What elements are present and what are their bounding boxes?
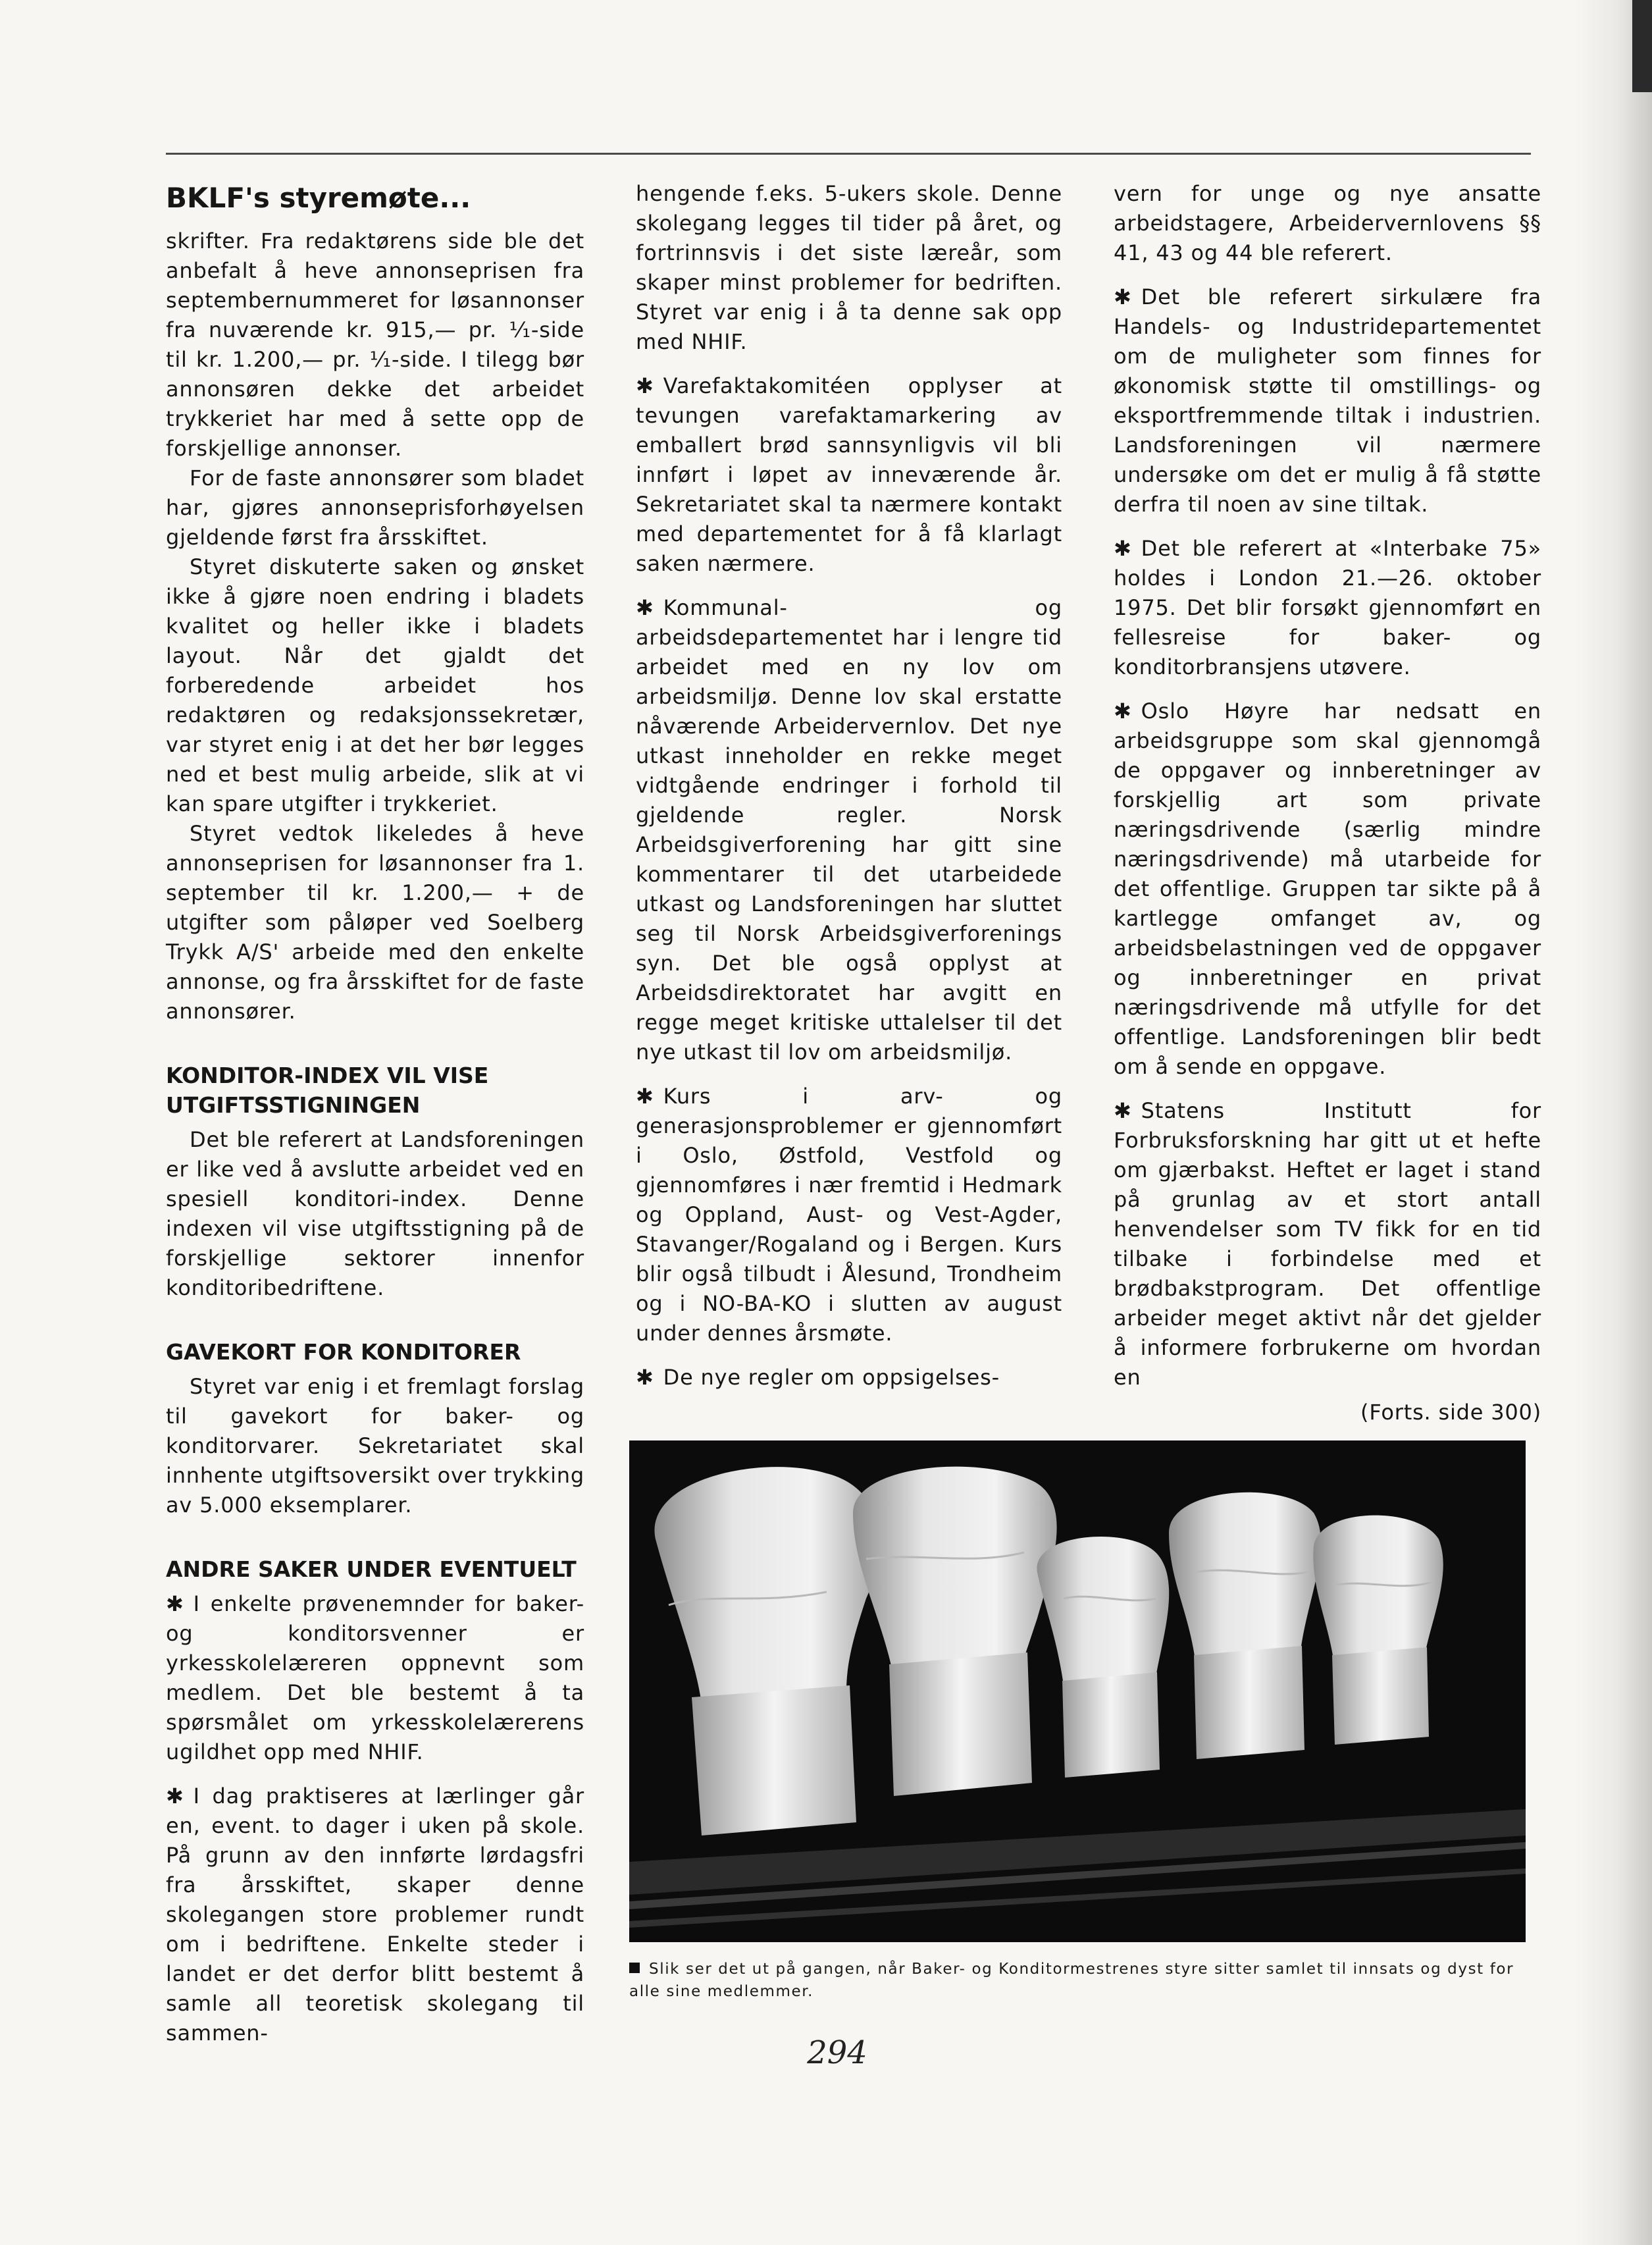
bullet-text: Kurs i arv- og generasjonsproblemer er gjennomført i Oslo, Østfold, Vestfold og gjennomføres i nær fremtid i Hedmark og Oppland, Aust- og Vest-Agder, Stavanger/Rogaland og i Bergen. Kurs blir også tilbudt i Ålesund, Trondheim og i NO-BA-KO i slutten av august under dennes årsmøte. bbox=[636, 1084, 1062, 1346]
asterisk-icon: ✱ bbox=[636, 595, 654, 620]
asterisk-icon: ✱ bbox=[166, 1783, 184, 1809]
bullet-text: I dag praktiseres at lærlinger går en, event. to dager i uken på skole. På grunn av den innførte lørdagsfri fra årsskiftet, skaper denne skolegangen store problemer rundt om i bedriftene. Enkelte steder i landet er det derfor blitt bestemt å samle all teoretisk skolegang til sammen- bbox=[166, 1783, 584, 2046]
caption-marker-icon bbox=[629, 1963, 640, 1973]
asterisk-icon: ✱ bbox=[636, 373, 654, 398]
bullet-paragraph bbox=[166, 1589, 584, 1767]
bullet-text: Oslo Høyre har nedsatt en arbeidsgruppe som skal gjennomgå de oppgaver og innberetninger av forskjellig art som private næringsdrivende (særlig mindre næringsdrivende) må utarbeide for det offentlige. Gruppen tar sikte på å kartlegge omfanget av, og arbeidsbelastningen ved de oppgaver og innberetninger en privat næringsdrivende må utfylle for det offentlige. Landsforeningen blir bedt om å sende en oppgave. bbox=[1114, 699, 1541, 1079]
asterisk-icon: ✱ bbox=[1114, 536, 1132, 561]
bullet-text: Det ble referert sirkulære fra Handels- og Industridepartementet om de muligheter som finnes for økonomisk støtte til omstillings- og eksportfremmende tiltak i industrien. Landsforeningen vil nærmere undersøke om det er mulig å få støtte derfra til noen av sine tiltak. bbox=[1114, 284, 1541, 517]
asterisk-icon: ✱ bbox=[166, 1591, 184, 1616]
top-rule bbox=[166, 153, 1531, 155]
paragraph: Styret var enig i et fremlagt forslag til gavekort for baker- og konditorvarer. Sekretariatet skal innhente utgiftsoversikt over trykking av 5.000 eksemplarer. bbox=[166, 1374, 584, 1518]
photo-caption bbox=[629, 1958, 1526, 2003]
bullet-text: Kommunal- og arbeidsdepartementet har i lengre tid arbeidet med en ny lov om arbeidsmiljø. Denne lov skal erstatte nåværende Arbeidervernlov. Det nye utkast inneholder en rekke meget vidtgående endringer i forhold til gjeldende regler. Norsk Arbeidsgiverforening har gitt sine kommentarer til det utarbeidede utkast og Landsforeningen har sluttet seg til Norsk Arbeidsgiverforenings syn. Det ble også opplyst at Arbeidsdirektoratet har avgitt en regge meget kritiske uttalelser til det nye utkast til lov om arbeidsmiljø. bbox=[636, 595, 1062, 1065]
bullet-paragraph bbox=[636, 1363, 1062, 1392]
chef-hats-photo bbox=[629, 1440, 1526, 1942]
page-number: 294 bbox=[807, 2034, 867, 2071]
section-heading: GAVEKORT FOR KONDITORER bbox=[166, 1339, 521, 1365]
bullet-paragraph bbox=[1114, 1096, 1541, 1392]
bullet-paragraph bbox=[1114, 282, 1541, 519]
asterisk-icon: ✱ bbox=[636, 1084, 654, 1109]
continuation-note: (Forts. side 300) bbox=[1360, 1400, 1541, 1425]
section-heading: ANDRE SAKER UNDER EVENTUELT bbox=[166, 1556, 577, 1582]
paragraph: vern for unge og nye ansatte arbeidstagere, Arbeidervernlovens §§ 41, 43 og 44 ble referert. bbox=[1114, 181, 1541, 265]
paragraph: Styret diskuterte saken og ønsket ikke å gjøre noen endring i bladets kvalitet og heller ikke i bladets layout. Når det gjaldt det forberedende arbeidet hos redaktøren og redaksjonssekretær, var styret enig i at det her bør legges ned et best mulig arbeide, slik at vi kan spare utgifter i trykkeriet. bbox=[166, 554, 584, 816]
caption-text: Slik ser det ut på gangen, når Baker- og Konditormestrenes styre sitter samlet til innsats og dyst for alle sine medlemmer. bbox=[629, 1961, 1514, 2000]
column-1 bbox=[166, 179, 584, 2063]
page-binding-edge bbox=[1632, 0, 1652, 92]
bullet-text: I enkelte prøvenemnder for baker- og konditorsvenner er yrkesskolelæreren oppnevnt som medlem. Det ble bestemt å ta spørsmålet om yrkesskolelærerens ugildhet opp med NHIF. bbox=[166, 1591, 584, 1764]
paragraph: Det ble referert at Landsforeningen er like ved å avslutte arbeidet ved en spesiell konditori-index. Denne indexen vil vise utgiftsstigning på de forskjellige sektorer innenfor konditoribedriftene. bbox=[166, 1127, 584, 1300]
page-binding-shadow bbox=[1573, 0, 1652, 2245]
article-title: BKLF's styremøte... bbox=[166, 182, 471, 214]
bullet-text: Varefaktakomitéen opplyser at tevungen varefaktamarkering av emballert brød sannsynligvis vil bli innført i løpet av inneværende år. Sekretariatet skal ta nærmere kontakt med departementet for å få klarlagt saken nærmere. bbox=[636, 373, 1062, 576]
bullet-text: De nye regler om oppsigelses- bbox=[663, 1365, 1000, 1390]
asterisk-icon: ✱ bbox=[1114, 284, 1132, 309]
chef-hats-illustration bbox=[629, 1440, 1526, 1942]
paragraph: skrifter. Fra redaktørens side ble det anbefalt å heve annonseprisen fra septembernummeret for løsannonser fra nuværende kr. 915,— pr. ¹⁄₁-side til kr. 1.200,— pr. ¹⁄₁-side. I tilegg bør annonsøren dekke det arbeidet trykkeriet har med å sette opp de forskjellige annonser. bbox=[166, 228, 584, 461]
paragraph: hengende f.eks. 5-ukers skole. Denne skolegang legges til tider på året, og fortrinnsvis i det siste læreår, som skaper minst problemer for bedriften. Styret var enig i å ta denne sak opp med NHIF. bbox=[636, 181, 1062, 354]
paragraph: Styret vedtok likeledes å heve annonseprisen for løsannonser fra 1. september til kr. 1.200,— + de utgifter som påløper ved Soelberg Trykk A/S' arbeide med den enkelte annonse, og fra årsskiftet for de faste annonsører. bbox=[166, 821, 584, 1024]
bullet-paragraph bbox=[636, 371, 1062, 579]
bullet-paragraph bbox=[166, 1782, 584, 2048]
bullet-text: Statens Institutt for Forbruksforskning har gitt ut et hefte om gjærbakst. Heftet er laget i stand på grunlag av et stort antall henvendelser som TV fikk for en tid tilbake i forbindelse med et brødbakstprogram. Det offentlige arbeider meget aktivt når det gjelder å informere forbrukerne om hvordan en bbox=[1114, 1098, 1541, 1390]
bullet-paragraph bbox=[1114, 534, 1541, 682]
bullet-paragraph bbox=[1114, 697, 1541, 1082]
column-2 bbox=[636, 179, 1062, 1407]
asterisk-icon: ✱ bbox=[636, 1365, 654, 1390]
column-3 bbox=[1114, 179, 1541, 1427]
asterisk-icon: ✱ bbox=[1114, 699, 1132, 724]
bullet-paragraph bbox=[636, 593, 1062, 1067]
bullet-text: Det ble referert at «Interbake 75» holdes i London 21.—26. oktober 1975. Det blir forsøkt gjennomført en fellesreise for baker- og konditorbransjens utøvere. bbox=[1114, 536, 1541, 679]
paragraph: For de faste annonsører som bladet har, gjøres annonseprisforhøyelsen gjeldende først fra årsskiftet. bbox=[166, 465, 584, 550]
bullet-paragraph bbox=[636, 1082, 1062, 1348]
asterisk-icon: ✱ bbox=[1114, 1098, 1132, 1123]
section-heading: KONDITOR-INDEX VIL VISE UTGIFTSSTIGNINGEN bbox=[166, 1063, 489, 1118]
